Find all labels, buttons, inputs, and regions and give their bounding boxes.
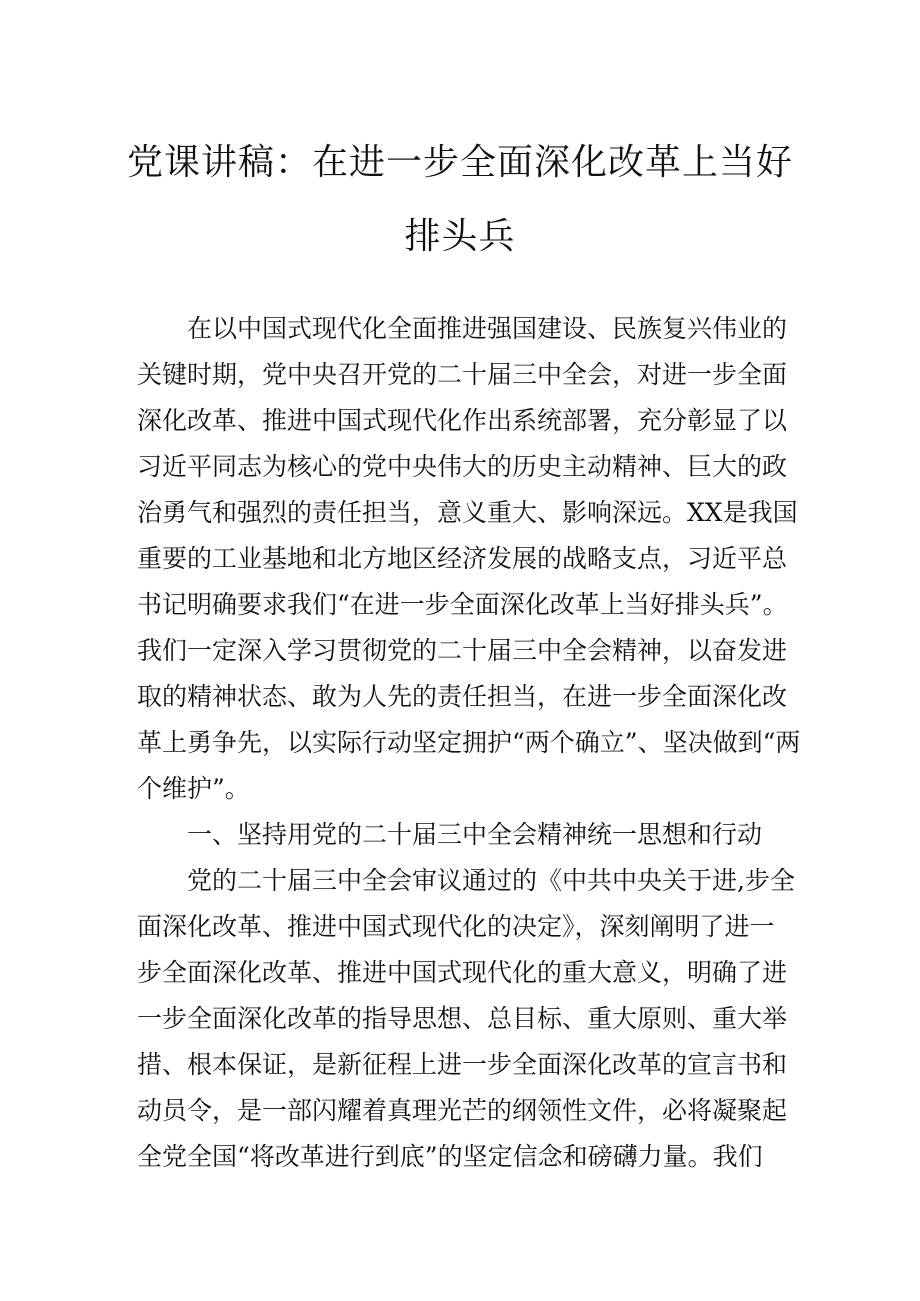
body-text-line: 我们一定深入学习贯彻党的二十届三中全会精神，以奋发进 — [137, 636, 788, 665]
body-text-line: 党的二十届三中全会审议通过的《中共中央关于进,步全 — [187, 866, 795, 895]
document-title-line-2: 排头兵 — [404, 216, 516, 257]
body-text-line: 革上勇争先，以实际行动坚定拥护“两个确立”、坚决做到“两 — [137, 728, 801, 757]
body-text-line: 书记明确要求我们“在进一步全面深化改革上当好排头兵”。 — [137, 590, 788, 619]
body-text-line: 动员令，是一部闪耀着真理光芒的纲领性文件，必将凝聚起 — [137, 1096, 788, 1125]
body-text-line: 全党全国“将改革进行到底”的坚定信念和磅礴力量。我们 — [137, 1142, 763, 1171]
body-text-line: 面深化改革、推进中国式现代化的决定》，深刻阐明了进一 — [137, 912, 775, 941]
body-text-line: 步全面深化改革、推进中国式现代化的重大意义，明确了进 — [137, 958, 788, 987]
body-text-line: 在以中国式现代化全面推进强国建设、民族复兴伟业的 — [187, 314, 788, 343]
body-text-line: 个维护”。 — [137, 774, 250, 803]
body-text-line: 取的精神状态、敢为人先的责任担当，在进一步全面深化改 — [137, 682, 788, 711]
body-text-line: 关键时期，党中央召开党的二十届三中全会，对进一步全面 — [137, 360, 788, 389]
body-text-line: 措、根本保证，是新征程上进一步全面深化改革的宣言书和 — [137, 1050, 788, 1079]
body-text-line: 深化改革、推进中国式现代化作出系统部署，充分彰显了以 — [137, 406, 788, 435]
body-text-line: 重要的工业基地和北方地区经济发展的战略支点，习近平总 — [137, 544, 788, 573]
section-heading: 一、坚持用党的二十届三中全会精神统一思想和行动 — [187, 820, 763, 849]
body-text-line: 习近平同志为核心的党中央伟大的历史主动精神、巨大的政 — [137, 452, 788, 481]
body-text-line: 治勇气和强烈的责任担当，意义重大、影响深远。XX是我国 — [137, 498, 798, 527]
document-title-line-1: 党课讲稿：在进一步全面深化改革上当好 — [126, 142, 793, 183]
body-text-line: 一步全面深化改革的指导思想、总目标、重大原则、重大举 — [137, 1004, 788, 1033]
